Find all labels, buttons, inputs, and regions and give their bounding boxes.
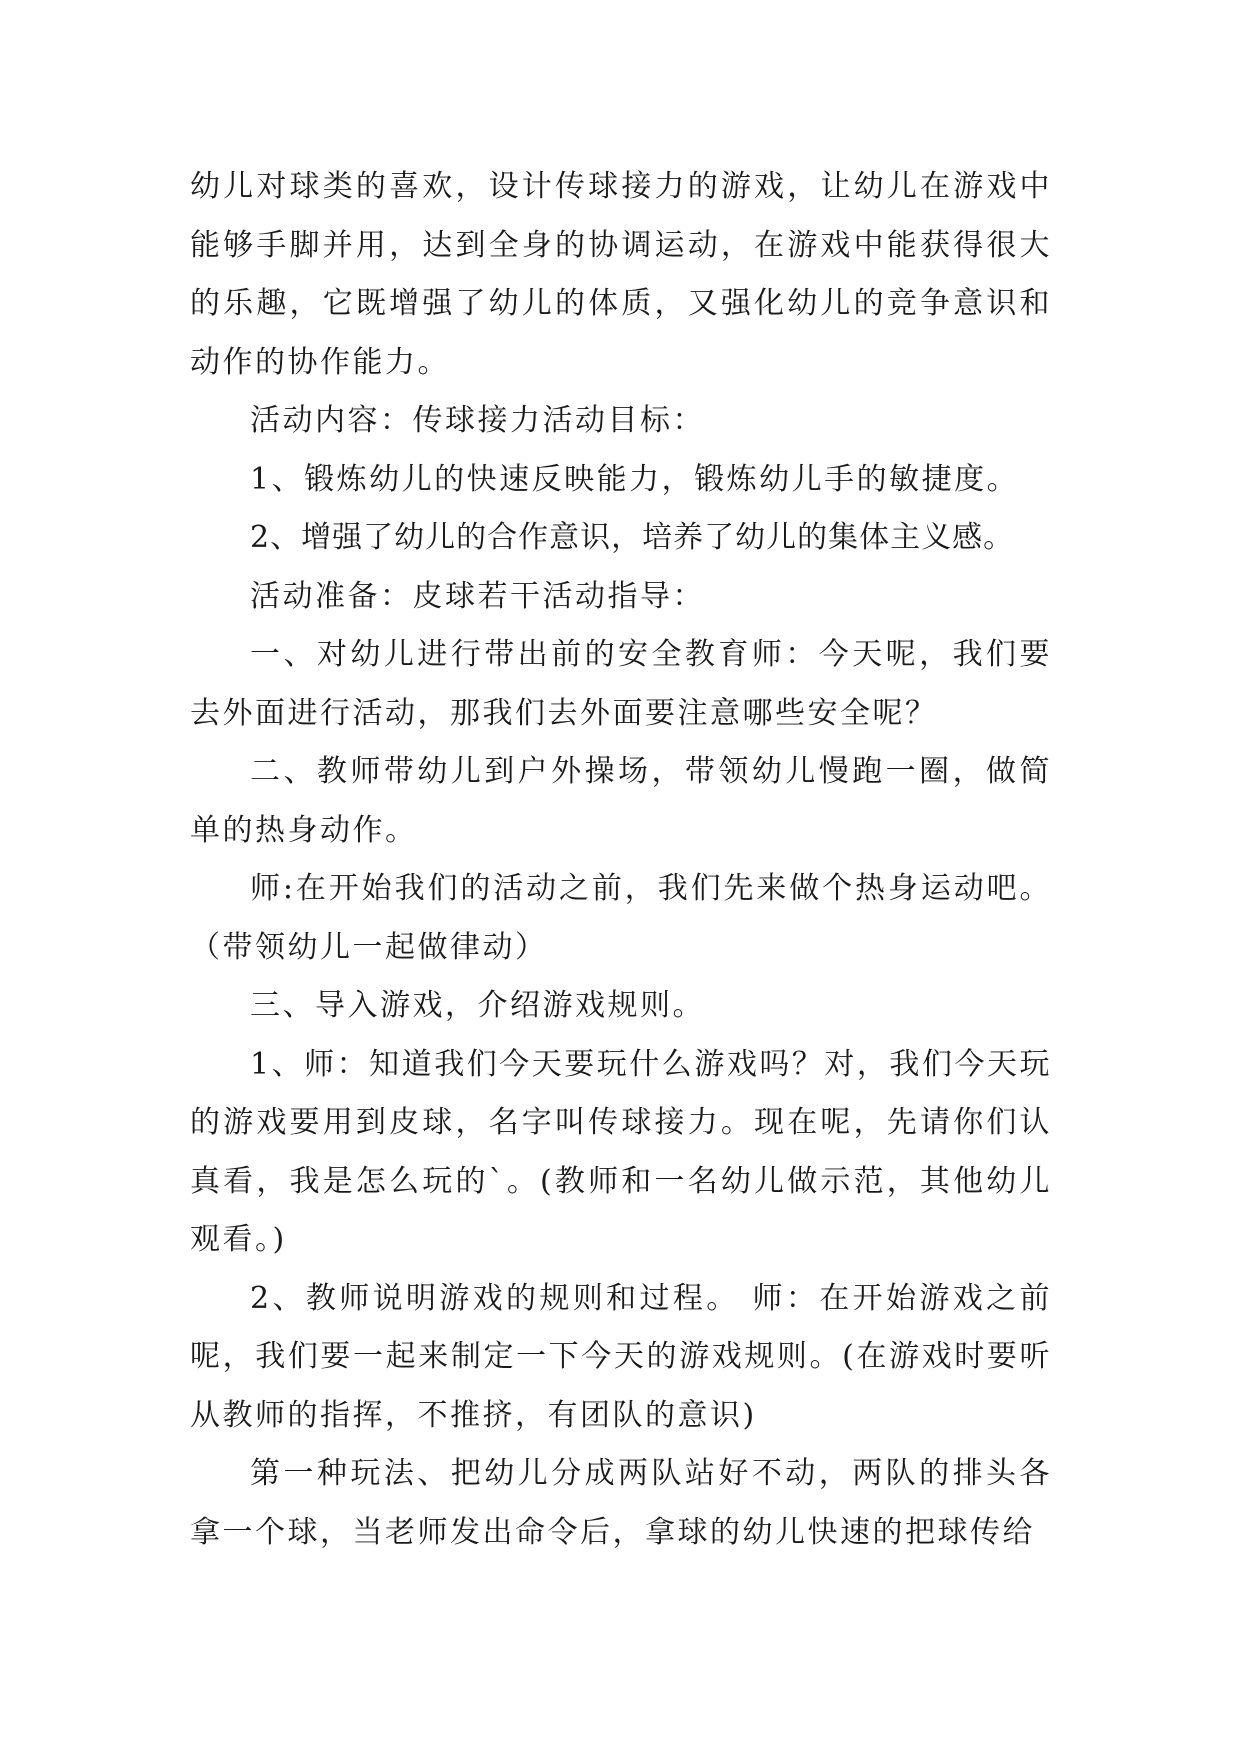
paragraph-step-3-2: 2、教师说明游戏的规则和过程。 师：在开始游戏之前呢，我们要一起来制定一下今天的游戏规则。(在游戏时要听从教师的指挥，不推挤，有团队的意识): [190, 1280, 1052, 1433]
paragraph-activity-content: 活动内容：传球接力活动目标：: [250, 403, 705, 438]
paragraph-preparation: 活动准备：皮球若干活动指导：: [250, 578, 705, 614]
paragraph-step-3: 三、导入游戏，介绍游戏规则。: [250, 988, 705, 1023]
paragraph-intro: 幼儿对球类的喜欢，设计传球接力的游戏，让幼儿在游戏中能够手脚并用，达到全身的协调运动，在游戏中能获得很大的乐趣，它既增强了幼儿的体质，又强化幼儿的竞争意识和动作的协作能力。: [190, 169, 1052, 380]
paragraph-goal-2: 2、增强了幼儿的合作意识，培养了幼儿的集体主义感。: [250, 520, 1015, 555]
document-page: [190, 158, 1052, 1562]
paragraph-play-method-1: 第一种玩法、把幼儿分成两队站好不动，两队的排头各拿一个球，当老师发出命令后，拿球的幼儿快速的把球传给: [190, 1456, 1052, 1550]
paragraph-warmup: 师:在开始我们的活动之前，我们先来做个热身运动吧。（带领幼儿一起做律动）: [190, 871, 1052, 965]
paragraph-step-2: 二、教师带幼儿到户外操场，带领幼儿慢跑一圈，做简单的热身动作。: [190, 754, 1052, 848]
paragraph-goal-1: 1、锻炼幼儿的快速反映能力，锻炼幼儿手的敏捷度。: [250, 461, 1020, 497]
paragraph-step-3-1: 1、师：知道我们今天要玩什么游戏吗？对，我们今天玩的游戏要用到皮球，名字叫传球接力。现在呢，先请你们认真看，我是怎么玩的`。(教师和一名幼儿做示范，其他幼儿观看。): [190, 1046, 1052, 1257]
paragraph-step-1: 一、对幼儿进行带出前的安全教育师：今天呢，我们要去外面进行活动，那我们去外面要注意哪些安全呢？: [190, 637, 1052, 731]
